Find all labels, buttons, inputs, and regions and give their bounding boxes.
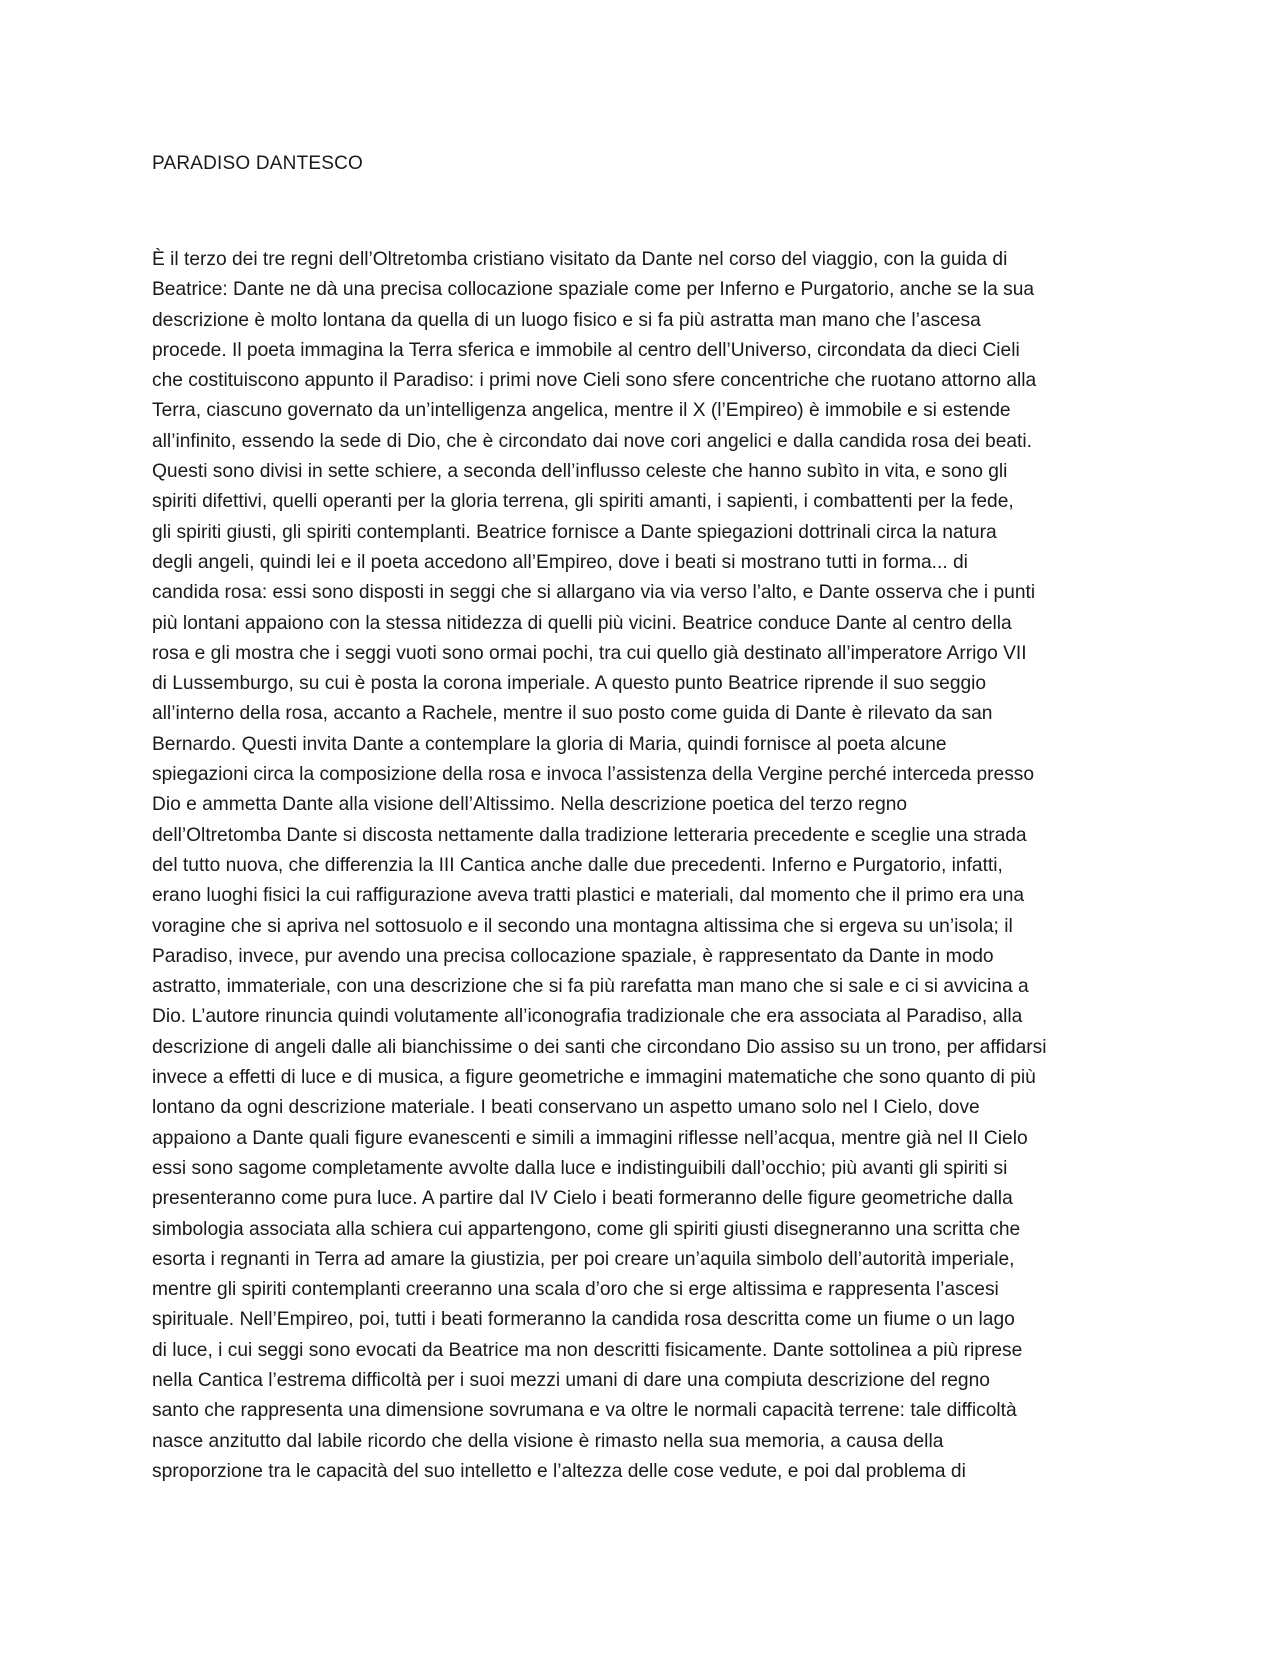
text-line: presenteranno come pura luce. A partire dal IV Cielo i beati formeranno delle figure geometriche dalla (152, 1188, 1013, 1210)
text-line: di luce, i cui seggi sono evocati da Beatrice ma non descritti fisicamente. Dante sottolinea a più riprese (152, 1339, 1023, 1361)
text-line: appaiono a Dante quali figure evanescenti e simili a immagini riflesse nell’acqua, mentre già nel II Cielo (152, 1127, 1028, 1149)
text-line: all’infinito, essendo la sede di Dio, che è circondato dai nove cori angelici e dalla candida rosa dei beati. (152, 430, 1032, 452)
document-title: PARADISO DANTESCO (152, 153, 364, 174)
text-line: spirituale. Nell’Empireo, poi, tutti i beati formeranno la candida rosa descritta come un fiume o un lago (152, 1309, 1015, 1331)
body-paragraph (152, 245, 1142, 1487)
text-line: nasce anzitutto dal labile ricordo che della visione è rimasto nella sua memoria, a causa della (152, 1430, 944, 1452)
text-line: candida rosa: essi sono disposti in seggi che si allargano via via verso l’alto, e Dante osserva che i punti (152, 582, 1036, 604)
text-line: lontano da ogni descrizione materiale. I beati conservano un aspetto umano solo nel I Cielo, dove (152, 1097, 980, 1119)
text-line: nella Cantica l’estrema difficoltà per i suoi mezzi umani di dare una compiuta descrizione del regno (152, 1369, 990, 1391)
text-line: erano luoghi fisici la cui raffigurazione aveva tratti plastici e materiali, dal momento che il primo era una (152, 885, 1025, 907)
text-line: esorta i regnanti in Terra ad amare la giustizia, per poi creare un’aquila simbolo dell’autorità imperiale, (152, 1248, 1015, 1270)
text-line: invece a effetti di luce e di musica, a figure geometriche e immagini matematiche che sono quanto di più (152, 1067, 1036, 1089)
text-line: È il terzo dei tre regni dell’Oltretomba cristiano visitato da Dante nel corso del viaggio, con la guida di (152, 249, 1008, 270)
text-line: spiegazioni circa la composizione della rosa e invoca l’assistenza della Vergine perché interceda presso (152, 764, 1035, 786)
text-line: simbologia associata alla schiera cui appartengono, come gli spiriti giusti disegneranno una scritta che (152, 1218, 1021, 1240)
text-line: descrizione è molto lontana da quella di un luogo fisico e si fa più astratta man mano che l’ascesa (152, 309, 981, 331)
text-line: Bernardo. Questi invita Dante a contemplare la gloria di Maria, quindi fornisce al poeta alcune (152, 733, 947, 755)
text-line: di Lussemburgo, su cui è posta la corona imperiale. A questo punto Beatrice riprende il suo seggio (152, 673, 987, 695)
text-line: Terra, ciascuno governato da un’intelligenza angelica, mentre il X (l’Empireo) è immobile e si estende (152, 400, 1011, 422)
text-line: santo che rappresenta una dimensione sovrumana e va oltre le normali capacità terrene: tale difficoltà (152, 1400, 1017, 1422)
text-line: Beatrice: Dante ne dà una precisa collocazione spaziale come per Inferno e Purgatorio, anche se la sua (152, 279, 1035, 301)
text-line: all’interno della rosa, accanto a Rachele, mentre il suo posto come guida di Dante è rilevato da san (152, 703, 993, 725)
text-line: mentre gli spiriti contemplanti creeranno una scala d’oro che si erge altissima e rappresenta l’ascesi (152, 1279, 999, 1301)
text-line: gli spiriti giusti, gli spiriti contemplanti. Beatrice fornisce a Dante spiegazioni dottrinali circa la natura (152, 521, 997, 543)
text-line: del tutto nuova, che differenzia la III Cantica anche dalle due precedenti. Inferno e Purgatorio, infatti, (152, 854, 1003, 876)
text-line: Questi sono divisi in sette schiere, a seconda dell’influsso celeste che hanno subìto in vita, e sono gli (152, 461, 1008, 483)
text-line: che costituiscono appunto il Paradiso: i primi nove Cieli sono sfere concentriche che ruotano attorno alla (152, 370, 1037, 392)
text-line: rosa e gli mostra che i seggi vuoti sono ormai pochi, tra cui quello già destinato all’imperatore Arrigo VII (152, 642, 1027, 664)
text-line: degli angeli, quindi lei e il poeta accedono all’Empireo, dove i beati si mostrano tutti in forma... di (152, 551, 968, 573)
text-line: spiriti difettivi, quelli operanti per la gloria terrena, gli spiriti amanti, i sapienti, i combattenti per la fede, (152, 491, 1014, 513)
text-line: Dio. L’autore rinuncia quindi volutamente all’iconografia tradizionale che era associata al Paradiso, alla (152, 1006, 1023, 1028)
text-line: Dio e ammetta Dante alla visione dell’Altissimo. Nella descrizione poetica del terzo regno (152, 794, 908, 816)
text-line: sproporzione tra le capacità del suo intelletto e l’altezza delle cose vedute, e poi dal problema di (152, 1460, 966, 1482)
text-line: descrizione di angeli dalle ali bianchissime o dei santi che circondano Dio assiso su un trono, per affidarsi (152, 1036, 1047, 1058)
text-line: voragine che si apriva nel sottosuolo e il secondo una montagna altissima che si ergeva su un’isola; il (152, 915, 1013, 937)
text-line: Paradiso, invece, pur avendo una precisa collocazione spaziale, è rappresentato da Dante in modo (152, 945, 994, 967)
text-line: essi sono sagome completamente avvolte dalla luce e indistinguibili dall’occhio; più avanti gli spiriti si (152, 1157, 1008, 1179)
text-line: procede. Il poeta immagina la Terra sferica e immobile al centro dell’Universo, circondata da dieci Cieli (152, 339, 1020, 361)
text-line: astratto, immateriale, con una descrizione che si fa più rarefatta man mano che si sale e ci si avvicina a (152, 976, 1029, 998)
text-line: più lontani appaiono con la stessa nitidezza di quelli più vicini. Beatrice conduce Dante al centro della (152, 612, 1012, 634)
text-line: dell’Oltretomba Dante si discosta nettamente dalla tradizione letteraria precedente e sceglie una strada (152, 824, 1027, 846)
